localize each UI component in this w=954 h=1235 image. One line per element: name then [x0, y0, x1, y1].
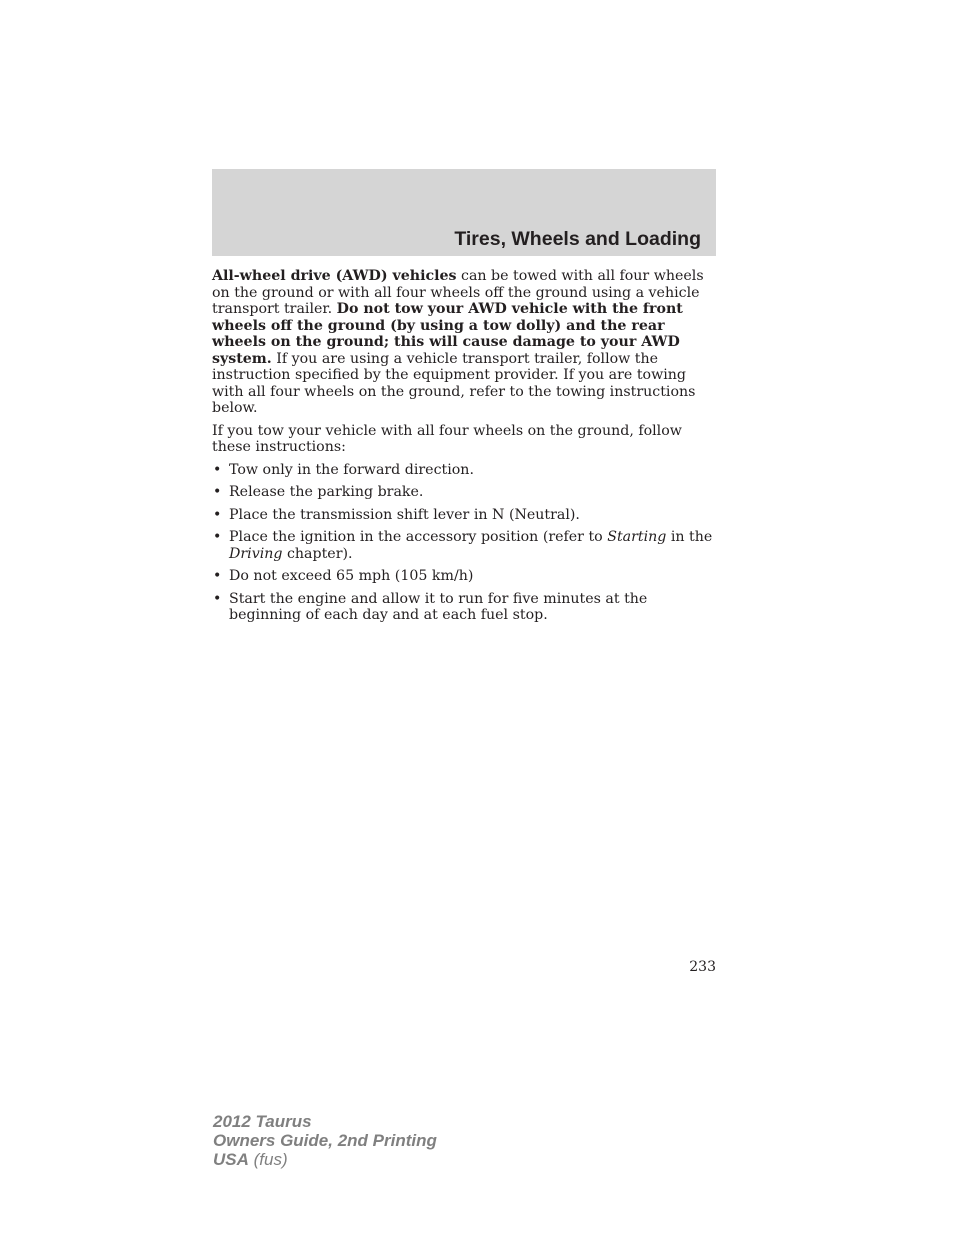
footer-region	[213, 1150, 437, 1169]
awd-lead-bold: All-wheel drive (AWD) vehicles	[212, 268, 457, 284]
list-item-text: in the	[666, 529, 713, 545]
instructions-intro: If you tow your vehicle with all four wheels on the ground, follow these instructions:	[212, 422, 682, 455]
page-body	[212, 268, 716, 630]
bullet-icon: •	[213, 484, 222, 500]
bullet-icon: •	[213, 590, 222, 607]
starting-reference: Starting	[607, 529, 667, 545]
bullet-icon: •	[213, 506, 222, 523]
list-item	[212, 568, 716, 585]
list-item-text: Start the engine and allow it to run for five minutes at the beginning of each day and at each fuel stop.	[229, 590, 648, 623]
list-item-text: Place the transmission shift lever in N (Neutral).	[229, 506, 580, 523]
list-item-text: Tow only in the forward direction.	[229, 461, 474, 478]
footer-model: 2012 Taurus	[213, 1112, 312, 1131]
footer-region-code: (fus)	[248, 1150, 288, 1169]
list-item	[212, 507, 716, 524]
list-item-text: chapter).	[282, 545, 353, 562]
list-item-text: Release the parking brake.	[229, 484, 424, 500]
awd-text-2: If you are using a vehicle transport trailer, follow the instruction specified by the equipment provider. If you are towing with all four wheels on the ground, refer to the towing instructions below.	[212, 350, 696, 416]
footer-guide-edition: Owners Guide, 2nd Printing	[213, 1131, 437, 1150]
page-number: 233	[689, 959, 716, 975]
driving-chapter-reference: Driving	[229, 545, 283, 562]
awd-towing-paragraph	[212, 268, 716, 417]
list-item	[212, 484, 716, 501]
bullet-icon: •	[213, 568, 222, 584]
list-item	[212, 591, 716, 624]
section-header-band	[212, 169, 716, 256]
footer-region-country: USA	[213, 1150, 249, 1169]
list-item	[212, 462, 716, 479]
list-item-text: Do not exceed 65 mph (105 km/h)	[229, 568, 474, 584]
list-item-text: Place the ignition in the accessory position (refer to	[229, 529, 608, 545]
awd-text-1: can be towed with all four wheels on the ground or with all four wheels off the ground using a vehicle transport trailer.	[212, 268, 704, 317]
towing-instructions-list	[212, 462, 716, 624]
document-footer	[213, 1112, 437, 1169]
bullet-icon: •	[213, 529, 222, 545]
list-item	[212, 529, 716, 562]
bullet-icon: •	[213, 461, 222, 478]
awd-warning-bold: Do not tow your AWD vehicle with the front wheels off the ground (by using a tow dolly) and the rear wheels on the ground; this will cause damage to your AWD system.	[212, 301, 683, 367]
section-title: Tires, Wheels and Loading	[454, 228, 701, 250]
